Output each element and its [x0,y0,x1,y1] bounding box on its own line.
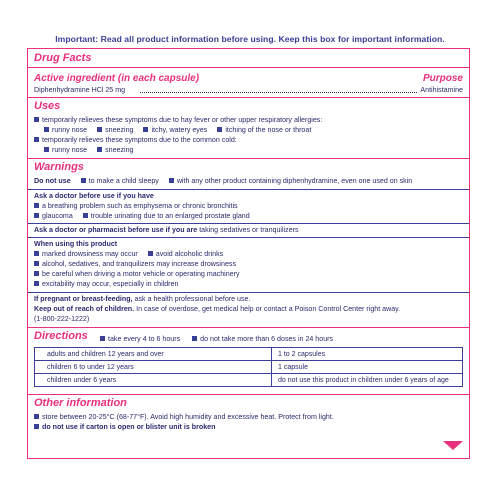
bullet-icon [81,178,86,183]
ask-doctor-item [34,202,238,210]
when-using-title: When using this product [34,240,118,248]
directions-title: Directions [34,330,88,342]
bullet-icon [34,414,39,419]
bullet-icon [44,127,49,132]
ask-doctor-item-text: a breathing problem such as emphysema or chronic bronchitis [42,202,238,210]
when-using-item [34,280,178,288]
bullet-icon [44,147,49,152]
list-item: itchy, watery eyes [151,126,208,134]
purpose-value: Antihistamine [420,86,463,94]
uses-line-1-text: temporarily relieves these symptoms due to hay fever or other upper respiratory allergies: [42,116,323,124]
bullet-icon [148,251,153,256]
bullet-icon [217,127,222,132]
list-item: itching of the nose or throat [225,126,312,134]
table-row [35,374,463,387]
other-info-title: Other information [34,397,127,409]
when-using-item-text: be careful when driving a motor vehicle or operating machinery [42,270,240,278]
continue-arrow-icon [443,441,463,450]
leader-dots [140,92,417,93]
pregnancy-text: ask a health professional before use. [132,295,251,303]
keep-out-line [34,305,400,313]
ask-pharmacist-text: taking sedatives or tranquilizers [197,226,299,234]
bullet-icon [34,281,39,286]
bullet-icon [97,127,102,132]
list-item: runny nose [52,126,88,134]
uses-line-1 [34,116,322,124]
uses-line-2 [34,136,237,144]
ask-pharmacist-line [34,226,299,234]
other-info-line-1 [34,413,334,421]
when-using-item-text: avoid alcoholic drinks [155,250,224,258]
table-cell: children 6 to under 12 years [35,361,272,374]
when-using-item-text: excitability may occur, especially in children [42,280,179,288]
bullet-icon [34,137,39,142]
uses-items-1 [44,126,311,134]
list-item: sneezing [105,126,134,134]
bullet-icon [34,117,39,122]
uses-title: Uses [34,100,61,112]
when-using-item [34,270,240,278]
bullet-icon [34,203,39,208]
bullet-icon [34,213,39,218]
bullet-icon [100,336,105,341]
table-row [35,348,463,361]
when-using-item-text: marked drowsiness may occur [42,250,138,258]
bullet-icon [34,261,39,266]
pregnancy-line [34,295,250,303]
ask-doctor-item-text: trouble urinating due to an enlarged prostate gland [90,212,250,220]
warnings-title: Warnings [34,161,84,173]
other-info-line-2 [34,423,215,431]
table-cell: children under 6 years [35,374,272,387]
bullet-icon [143,127,148,132]
uses-line-2-text: temporarily relieves these symptoms due to the common cold: [42,136,237,144]
ask-doctor-item-text: glaucoma [42,212,73,220]
other-info-text: store between 20-25°C (68-77°F). Avoid high humidity and excessive heat. Protect from light. [42,413,334,421]
important-notice: Important: Read all product information before using. Keep this box for important information. [55,34,445,44]
ask-pharmacist-label: Ask a doctor or pharmacist before use if you are [34,226,198,234]
directions-bullet: do not take more than 6 doses in 24 hours [200,335,334,343]
purpose-label: Purpose [422,73,463,84]
uses-items-2 [44,146,134,154]
dosage-table [34,347,463,387]
bullet-icon [192,336,197,341]
keep-out-label: Keep out of reach of children. [34,305,135,313]
bullet-icon [34,271,39,276]
ask-doctor-title: Ask a doctor before use if you have [34,192,154,200]
drug-facts-panel [27,48,470,459]
divider [28,237,469,238]
list-item: sneezing [105,146,134,154]
bullet-icon [83,213,88,218]
bullet-icon [169,178,174,183]
active-ingredient-label: Active ingredient (in each capsule) [34,73,200,84]
when-using-item [34,250,223,258]
table-cell: do not use this product in children under 6 years of age [272,374,463,387]
bullet-icon [34,251,39,256]
divider [28,97,469,98]
drug-facts-title: Drug Facts [34,52,92,64]
bullet-icon [97,147,102,152]
do-not-use-item: to make a child sleepy [88,177,159,185]
bullet-icon [34,424,39,429]
divider [28,189,469,190]
table-cell: 1 capsule [272,361,463,374]
other-info-text: do not use if carton is open or blister unit is broken [42,423,216,431]
divider [28,327,469,328]
divider [28,158,469,159]
divider [28,67,469,68]
table-row [35,361,463,374]
pregnancy-label: If pregnant or breast-feeding, [34,295,133,303]
directions-bullet: take every 4 to 6 hours [108,335,181,343]
when-using-item-text: alcohol, sedatives, and tranquilizers may increase drowsiness [42,260,236,268]
divider [28,292,469,293]
do-not-use-item: with any other product containing diphenhydramine, even one used on skin [176,177,413,185]
table-cell: 1 to 2 capsules [272,348,463,361]
divider [28,223,469,224]
poison-control-phone: (1-800-222-1222) [34,315,90,323]
when-using-item [34,260,236,268]
divider [28,394,469,395]
ingredient-value: Diphenhydramine HCl 25 mg [34,86,126,94]
directions-bullets [100,335,333,343]
do-not-use-line [34,177,412,185]
do-not-use-label: Do not use [34,177,71,185]
keep-out-text: In case of overdose, get medical help or contact a Poison Control Center right away. [134,305,401,313]
ask-doctor-item [34,212,250,220]
table-cell: adults and children 12 years and over [35,348,272,361]
list-item: runny nose [52,146,88,154]
